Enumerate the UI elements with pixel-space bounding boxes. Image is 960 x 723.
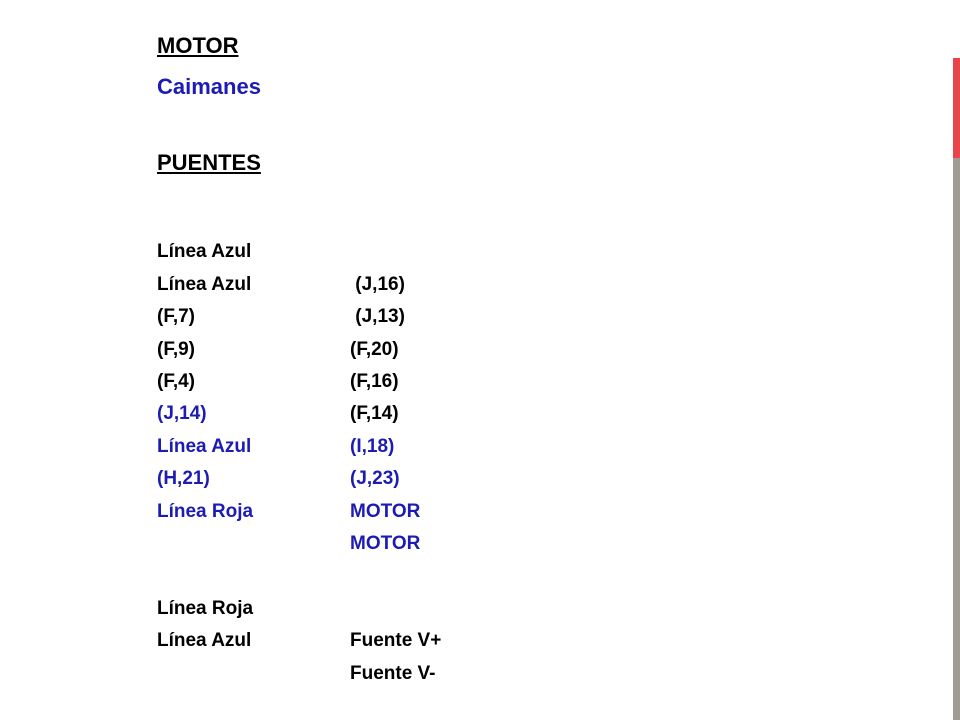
connection-to: (J,16) [350, 273, 405, 295]
power-to: Fuente V- [350, 662, 436, 684]
connection-to: MOTOR [350, 532, 421, 554]
connection-to: (F,14) [350, 403, 399, 425]
connection-from: (F,9) [157, 338, 195, 360]
connection-from: (J,14) [157, 403, 207, 425]
connection-list [157, 204, 442, 684]
connection-to: (J,13) [350, 306, 405, 328]
connection-from: (F,7) [157, 306, 195, 328]
connection-to: (F,16) [350, 370, 399, 392]
connection-from: Línea Azul [157, 241, 252, 263]
caimanes-heading: Caimanes [157, 74, 261, 99]
connection-from: Línea Azul [157, 273, 252, 295]
power-from: Línea Azul [157, 630, 252, 652]
side-decoration-accent [953, 58, 960, 158]
connection-from: (H,21) [157, 468, 210, 490]
puentes-heading: PUENTES [157, 150, 261, 175]
connection-to: (F,20) [350, 338, 399, 360]
power-from: Línea Roja [157, 597, 254, 619]
connection-from: Línea Roja [157, 500, 254, 522]
connection-to: (J,23) [350, 468, 400, 490]
motor-heading: MOTOR [157, 33, 239, 58]
power-to: Fuente V+ [350, 630, 442, 652]
connection-from: (F,4) [157, 370, 195, 392]
connection-to: (I,18) [350, 435, 395, 457]
connection-to: MOTOR [350, 500, 421, 522]
connection-from: Línea Azul [157, 435, 252, 457]
connection-row [157, 204, 405, 295]
